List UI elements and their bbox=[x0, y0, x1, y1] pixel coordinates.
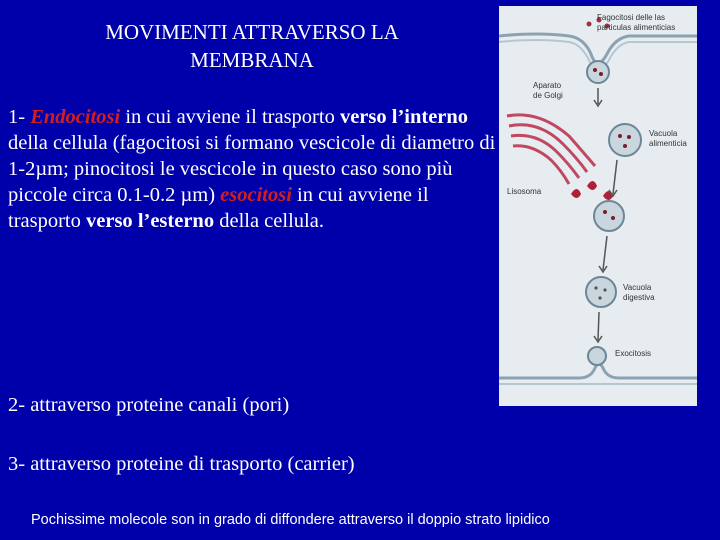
phagocytic-vesicle bbox=[587, 61, 609, 83]
vacuole-content bbox=[594, 286, 597, 289]
item-1-text-b: della cellula (fagocitosi si formano vescicole di diametro di 1-2µm; pinocitosi le vescicole in questo caso sono più piccole circa 0.1-0.2 µm) bbox=[8, 132, 496, 206]
label-vacuola-alim-2: alimenticia bbox=[649, 139, 687, 148]
arrow-icon bbox=[599, 236, 607, 272]
vesicle-content bbox=[593, 68, 597, 72]
bold-interno: l’interno bbox=[391, 106, 469, 128]
label-vacuola-dig-2: digestiva bbox=[623, 293, 655, 302]
vacuole-content bbox=[603, 288, 606, 291]
item-2: 2- attraverso proteine canali (pori) bbox=[8, 394, 290, 416]
label-golgi-2: de Golgi bbox=[533, 91, 563, 100]
vacuole-content bbox=[603, 210, 607, 214]
label-exocitosis: Exocitosis bbox=[615, 349, 652, 358]
slide-title bbox=[40, 18, 464, 74]
lysosome bbox=[587, 181, 597, 190]
illustration-svg bbox=[499, 6, 697, 406]
vacuole-content bbox=[623, 144, 627, 148]
label-vacuola-dig-1: Vacuola bbox=[623, 283, 652, 292]
item-1-text-a: in cui avviene il trasporto bbox=[120, 106, 340, 128]
item-3: 3- attraverso proteine di trasporto (carrier) bbox=[8, 453, 355, 475]
vesicle-content bbox=[599, 72, 603, 76]
lysosome bbox=[603, 191, 613, 200]
food-particle bbox=[587, 22, 592, 27]
vacuole-content bbox=[618, 134, 622, 138]
golgi-apparatus bbox=[513, 146, 569, 184]
item-1-prefix: 1- bbox=[8, 106, 31, 128]
footer-note: Pochissime molecole son in grado di diffondere attraverso il doppio strato lipidico bbox=[31, 512, 550, 528]
vacuole-content bbox=[611, 216, 615, 220]
vacuole-content bbox=[598, 296, 601, 299]
item-1-text-c: in cui avviene il trasporto bbox=[8, 184, 429, 232]
label-lisosoma: Lisosoma bbox=[507, 187, 542, 196]
label-golgi-1: Aparato bbox=[533, 81, 562, 90]
label-vacuola-alim-1: Vacuola bbox=[649, 129, 678, 138]
bold-verso-1: verso bbox=[339, 106, 387, 128]
bold-esterno: l’esterno bbox=[137, 210, 215, 232]
title-line-1: MOVIMENTI ATTRAVERSO LA bbox=[105, 20, 399, 44]
term-endocitosi: Endocitosi bbox=[30, 106, 121, 128]
digestive-vacuole bbox=[586, 277, 616, 307]
label-fagocitosi-1: Fagocitosi delle las bbox=[597, 13, 666, 22]
golgi-apparatus bbox=[509, 125, 587, 172]
arrow-icon bbox=[594, 88, 602, 106]
title-line-2: MEMBRANA bbox=[190, 48, 314, 72]
bottom-membrane bbox=[499, 364, 697, 378]
merging-vacuole bbox=[594, 201, 624, 231]
term-esocitosi: esocitosi bbox=[220, 184, 292, 206]
exocytosis-vesicle bbox=[588, 347, 606, 365]
item-1-paragraph bbox=[8, 104, 496, 234]
item-1-text-d: della cellula. bbox=[214, 210, 324, 232]
bold-verso-2: verso bbox=[86, 210, 133, 232]
top-membrane bbox=[499, 34, 697, 63]
lysosome bbox=[571, 189, 581, 198]
endocytosis-illustration bbox=[499, 6, 697, 406]
vacuole-content bbox=[627, 135, 631, 139]
arrow-icon bbox=[594, 312, 602, 342]
label-fagocitosi-2: particulas alimenticias bbox=[597, 23, 676, 32]
arrow-icon bbox=[609, 160, 617, 196]
food-vacuole bbox=[609, 124, 641, 156]
